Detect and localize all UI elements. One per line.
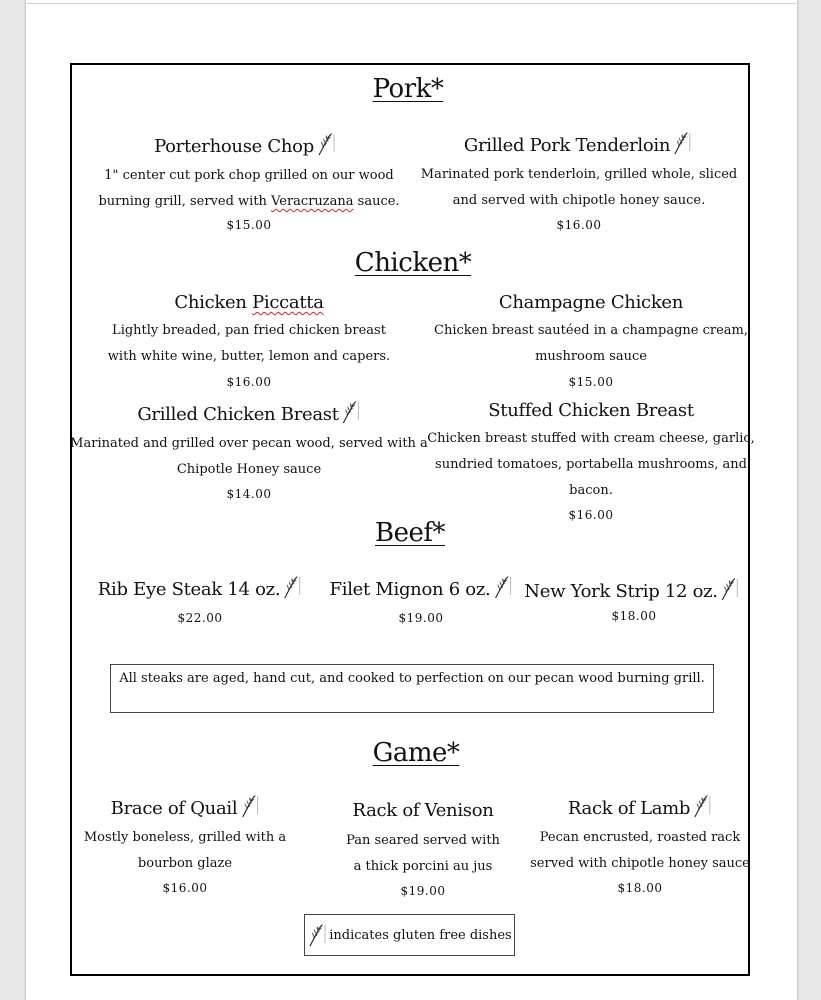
item-description [98, 163, 399, 215]
menu-item-chicken-piccatta [174, 292, 323, 313]
desc-line: Pan seared served with [346, 833, 500, 848]
item-name: Rib Eye Steak 14 oz. [97, 579, 281, 600]
desc-line: bourbon glaze [137, 856, 233, 871]
desc-line: Chipotle Honey sauce [176, 462, 322, 477]
item-price: $15.00 [568, 375, 614, 389]
item-price: $18.00 [617, 881, 663, 895]
menu-item-new-york-strip [524, 577, 739, 602]
desc-line: with white wine, butter, lemon and capers. [107, 349, 391, 364]
gluten-free-legend [304, 914, 515, 956]
item-name: Grilled Chicken Breast [137, 404, 339, 425]
item-name: Chicken [174, 292, 253, 313]
desc-line: bacon. [569, 483, 613, 498]
menu-item-stuffed-chicken-breast: Stuffed Chicken Breast [488, 400, 694, 421]
item-price: $16.00 [568, 508, 614, 522]
menu-item-grilled-chicken-breast [137, 400, 360, 425]
menu-item-rack-of-lamb [568, 794, 712, 819]
desc-line: Marinated pork tenderloin, grilled whole, sliced [420, 167, 738, 182]
item-price: $22.00 [177, 611, 223, 625]
section-title-beef: Beef* [374, 518, 446, 548]
section-title-chicken: Chicken* [354, 248, 472, 278]
item-description [108, 318, 390, 370]
item-price: $16.00 [226, 375, 272, 389]
desc-line: a thick porcini au jus [353, 859, 493, 874]
item-description [84, 825, 286, 877]
item-name: New York Strip 12 oz. [524, 581, 718, 602]
item-description [421, 162, 737, 214]
wheat-icon [307, 923, 327, 947]
desc-line: and served with chipotle honey sauce. [452, 193, 706, 208]
desc-line: mushroom sauce [535, 349, 647, 364]
item-price: $14.00 [226, 487, 272, 501]
item-name: Brace of Quail [110, 798, 238, 819]
item-description [346, 828, 500, 880]
wheat-icon [692, 794, 712, 818]
item-name: Grilled Pork Tenderloin [463, 135, 671, 156]
legend-text: indicates gluten free dishes [329, 927, 512, 943]
wheat-icon [720, 577, 740, 601]
menu-item-rib-eye-steak [98, 575, 302, 600]
item-price: $16.00 [162, 881, 208, 895]
wheat-icon [316, 132, 336, 156]
item-price: $15.00 [226, 218, 272, 232]
item-description [427, 426, 755, 504]
wheat-icon [282, 575, 302, 599]
item-description [434, 318, 748, 370]
desc-line: sundried tomatoes, portabella mushrooms, and [435, 457, 747, 472]
desc-line: Chicken breast stuffed with cream cheese, garlic, [427, 431, 755, 446]
desc-line: 1" center cut pork chop grilled on our wood [104, 168, 394, 183]
menu-item-rack-of-venison: Rack of Venison [352, 800, 494, 821]
menu-item-grilled-pork-tenderloin [464, 131, 692, 156]
wheat-icon [341, 400, 361, 424]
item-name: Rack of Lamb [567, 798, 691, 819]
item-name: Porterhouse Chop [154, 136, 314, 157]
page-top-edge [25, 3, 796, 4]
wheat-icon [492, 575, 512, 599]
menu-item-brace-of-quail [111, 794, 260, 819]
item-price: $19.00 [398, 611, 444, 625]
steak-note: All steaks are aged, hand cut, and cooked to perfection on our pecan wood burning grill. [110, 664, 714, 713]
item-description [530, 825, 750, 877]
desc-line: Chicken breast sautéed in a champagne cream, [434, 323, 748, 338]
item-description [70, 431, 428, 483]
item-price: $16.00 [556, 218, 602, 232]
desc-line: Lightly breaded, pan fried chicken breast [112, 323, 386, 338]
desc-line: served with chipotle honey sauce [530, 856, 750, 871]
item-name: Filet Mignon 6 oz. [329, 579, 491, 600]
wheat-icon [239, 794, 259, 818]
desc-line: Marinated and grilled over pecan wood, served with a [70, 436, 428, 451]
item-name: Piccatta [252, 292, 324, 313]
item-price: $18.00 [611, 609, 657, 623]
desc-line: Mostly boneless, grilled with a [83, 830, 287, 845]
desc-line: Pecan encrusted, roasted rack [539, 830, 741, 845]
item-price: $19.00 [400, 884, 446, 898]
wheat-icon [672, 131, 692, 155]
menu-item-porterhouse-chop [154, 132, 336, 157]
section-title-pork: Pork* [372, 74, 444, 104]
menu-item-champagne-chicken: Champagne Chicken [498, 292, 684, 313]
menu-item-filet-mignon [330, 575, 513, 600]
desc-line: burning grill, served with Veracruzana sauce. [98, 194, 400, 209]
section-title-game: Game* [372, 738, 460, 768]
